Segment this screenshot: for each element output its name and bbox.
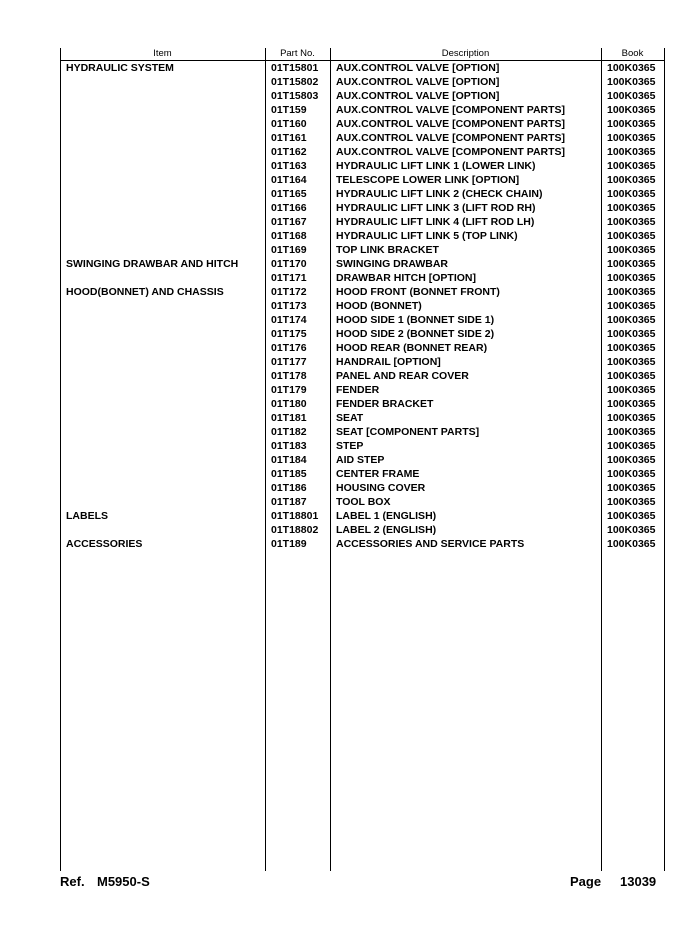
part-no-cell: 01T161 [271, 132, 307, 144]
part-no-cell: 01T18801 [271, 510, 319, 522]
book-cell: 100K0365 [607, 440, 656, 452]
part-no-cell: 01T175 [271, 328, 307, 340]
table-row [60, 215, 664, 229]
table-row [60, 509, 664, 523]
table-row [60, 537, 664, 551]
header-item: Item [153, 48, 172, 59]
description-cell: SWINGING DRAWBAR [336, 258, 448, 270]
description-cell: STEP [336, 440, 364, 452]
footer-page-label: Page [570, 874, 602, 889]
part-no-cell: 01T173 [271, 300, 307, 312]
book-cell: 100K0365 [607, 328, 656, 340]
part-no-cell: 01T169 [271, 244, 307, 256]
book-cell: 100K0365 [607, 258, 656, 270]
table-row [60, 229, 664, 243]
book-cell: 100K0365 [607, 118, 656, 130]
part-no-cell: 01T185 [271, 468, 307, 480]
item-cell [60, 117, 265, 131]
book-cell: 100K0365 [607, 468, 656, 480]
book-cell: 100K0365 [607, 482, 656, 494]
book-cell: 100K0365 [607, 412, 656, 424]
table-row [60, 271, 664, 285]
part-no-cell: 01T182 [271, 426, 307, 438]
description-cell: AUX.CONTROL VALVE [OPTION] [336, 90, 500, 102]
description-cell: HYDRAULIC LIFT LINK 1 (LOWER LINK) [336, 160, 536, 172]
table-row [60, 467, 664, 481]
description-cell: PANEL AND REAR COVER [336, 370, 469, 382]
book-cell: 100K0365 [607, 356, 656, 368]
description-cell: HOOD FRONT (BONNET FRONT) [336, 286, 500, 298]
part-no-cell: 01T183 [271, 440, 307, 452]
description-cell: LABEL 1 (ENGLISH) [336, 510, 437, 522]
table-row [60, 285, 664, 299]
part-no-cell: 01T179 [271, 384, 307, 396]
table-row [60, 369, 664, 383]
description-cell: HOOD (BONNET) [336, 300, 422, 312]
book-cell: 100K0365 [607, 146, 656, 158]
book-cell: 100K0365 [607, 496, 656, 508]
item-cell [60, 341, 265, 355]
table-row [60, 89, 664, 103]
table-row [60, 61, 664, 75]
description-cell: HANDRAIL [OPTION] [336, 356, 441, 368]
book-cell: 100K0365 [607, 104, 656, 116]
book-cell: 100K0365 [607, 62, 656, 74]
description-cell: HYDRAULIC LIFT LINK 4 (LIFT ROD LH) [336, 216, 535, 228]
book-cell: 100K0365 [607, 132, 656, 144]
part-no-cell: 01T162 [271, 146, 307, 158]
description-cell: SEAT [336, 412, 364, 424]
description-cell: AID STEP [336, 454, 385, 466]
item-cell: LABELS [66, 510, 108, 522]
footer-page-value: 13039 [620, 874, 657, 889]
book-cell: 100K0365 [607, 272, 656, 284]
table-row [60, 159, 664, 173]
item-cell [60, 355, 265, 369]
part-no-cell: 01T166 [271, 202, 307, 214]
item-cell [60, 271, 265, 285]
table-row [60, 341, 664, 355]
description-cell: TELESCOPE LOWER LINK [OPTION] [336, 174, 520, 186]
item-cell [60, 243, 265, 257]
book-cell: 100K0365 [607, 370, 656, 382]
footer-ref-value: M5950-S [97, 874, 150, 889]
table-row [60, 299, 664, 313]
part-no-cell: 01T177 [271, 356, 307, 368]
description-cell: FENDER BRACKET [336, 398, 434, 410]
item-cell [60, 187, 265, 201]
part-no-cell: 01T15803 [271, 90, 319, 102]
header-description: Description [441, 48, 490, 59]
item-cell [60, 159, 265, 173]
item-cell [60, 439, 265, 453]
description-cell: FENDER [336, 384, 380, 396]
description-cell: AUX.CONTROL VALVE [COMPONENT PARTS] [336, 104, 566, 116]
part-no-cell: 01T172 [271, 286, 307, 298]
part-no-cell: 01T168 [271, 230, 307, 242]
book-cell: 100K0365 [607, 398, 656, 410]
item-cell [60, 411, 265, 425]
part-no-cell: 01T170 [271, 258, 307, 270]
book-cell: 100K0365 [607, 524, 656, 536]
book-cell: 100K0365 [607, 188, 656, 200]
item-cell [60, 453, 265, 467]
book-cell: 100K0365 [607, 300, 656, 312]
part-no-cell: 01T163 [271, 160, 307, 172]
table-row [60, 355, 664, 369]
table-row [60, 117, 664, 131]
book-cell: 100K0365 [607, 342, 656, 354]
description-cell: AUX.CONTROL VALVE [OPTION] [336, 62, 500, 74]
book-cell: 100K0365 [607, 230, 656, 242]
part-no-cell: 01T18802 [271, 524, 319, 536]
item-cell [60, 173, 265, 187]
part-no-cell: 01T174 [271, 314, 307, 326]
part-no-cell: 01T167 [271, 216, 307, 228]
table-row [60, 453, 664, 467]
description-cell: HOUSING COVER [336, 482, 426, 494]
table-row [60, 103, 664, 117]
part-no-cell: 01T186 [271, 482, 307, 494]
table-row [60, 243, 664, 257]
part-no-cell: 01T165 [271, 188, 307, 200]
description-cell: TOP LINK BRACKET [336, 244, 439, 256]
table-row [60, 495, 664, 509]
item-cell [60, 215, 265, 229]
table-row [60, 397, 664, 411]
header-book: Book [621, 48, 644, 59]
table-row [60, 481, 664, 495]
book-cell: 100K0365 [607, 76, 656, 88]
table-row [60, 327, 664, 341]
table-row [60, 145, 664, 159]
table-row [60, 425, 664, 439]
item-cell [60, 369, 265, 383]
item-cell [60, 383, 265, 397]
description-cell: HYDRAULIC LIFT LINK 3 (LIFT ROD RH) [336, 202, 536, 214]
item-cell: ACCESSORIES [66, 538, 143, 550]
item-cell [60, 299, 265, 313]
description-cell: HYDRAULIC LIFT LINK 5 (TOP LINK) [336, 230, 518, 242]
book-cell: 100K0365 [607, 538, 656, 550]
description-cell: AUX.CONTROL VALVE [COMPONENT PARTS] [336, 118, 566, 130]
part-no-cell: 01T159 [271, 104, 307, 116]
part-no-cell: 01T171 [271, 272, 307, 284]
item-cell [60, 327, 265, 341]
book-cell: 100K0365 [607, 314, 656, 326]
table-row [60, 523, 664, 537]
description-cell: AUX.CONTROL VALVE [OPTION] [336, 76, 500, 88]
description-cell: HOOD REAR (BONNET REAR) [336, 342, 488, 354]
header-part-no: Part No. [280, 48, 315, 59]
item-cell [60, 103, 265, 117]
description-cell: CENTER FRAME [336, 468, 420, 480]
footer-ref-label: Ref. [60, 874, 85, 889]
description-cell: ACCESSORIES AND SERVICE PARTS [336, 538, 525, 550]
column-divider-right [664, 48, 665, 871]
item-cell [60, 481, 265, 495]
book-cell: 100K0365 [607, 384, 656, 396]
item-cell [60, 467, 265, 481]
item-cell [60, 201, 265, 215]
description-cell: HOOD SIDE 2 (BONNET SIDE 2) [336, 328, 495, 340]
item-cell: HOOD(BONNET) AND CHASSIS [66, 286, 224, 298]
item-cell [60, 75, 265, 89]
item-cell [60, 397, 265, 411]
book-cell: 100K0365 [607, 510, 656, 522]
item-cell [60, 145, 265, 159]
item-cell [60, 229, 265, 243]
book-cell: 100K0365 [607, 216, 656, 228]
item-cell [60, 495, 265, 509]
part-no-cell: 01T160 [271, 118, 307, 130]
table-row [60, 75, 664, 89]
part-no-cell: 01T180 [271, 398, 307, 410]
part-no-cell: 01T184 [271, 454, 307, 466]
table-row [60, 173, 664, 187]
part-no-cell: 01T176 [271, 342, 307, 354]
description-cell: DRAWBAR HITCH [OPTION] [336, 272, 476, 284]
part-no-cell: 01T189 [271, 538, 307, 550]
item-cell [60, 89, 265, 103]
description-cell: LABEL 2 (ENGLISH) [336, 524, 437, 536]
part-no-cell: 01T181 [271, 412, 307, 424]
table-row [60, 411, 664, 425]
book-cell: 100K0365 [607, 426, 656, 438]
description-cell: TOOL BOX [336, 496, 391, 508]
book-cell: 100K0365 [607, 160, 656, 172]
table-row [60, 313, 664, 327]
item-cell [60, 425, 265, 439]
part-no-cell: 01T164 [271, 174, 307, 186]
table-row [60, 131, 664, 145]
description-cell: AUX.CONTROL VALVE [COMPONENT PARTS] [336, 132, 566, 144]
table-row [60, 439, 664, 453]
description-cell: HOOD SIDE 1 (BONNET SIDE 1) [336, 314, 495, 326]
item-cell: SWINGING DRAWBAR AND HITCH [66, 258, 239, 270]
book-cell: 100K0365 [607, 202, 656, 214]
part-no-cell: 01T187 [271, 496, 307, 508]
description-cell: SEAT [COMPONENT PARTS] [336, 426, 480, 438]
book-cell: 100K0365 [607, 174, 656, 186]
item-cell: HYDRAULIC SYSTEM [66, 62, 174, 74]
table-row [60, 201, 664, 215]
table-row [60, 187, 664, 201]
item-cell [60, 131, 265, 145]
part-no-cell: 01T178 [271, 370, 307, 382]
table-row [60, 383, 664, 397]
description-cell: AUX.CONTROL VALVE [COMPONENT PARTS] [336, 146, 566, 158]
book-cell: 100K0365 [607, 454, 656, 466]
item-cell [60, 523, 265, 537]
description-cell: HYDRAULIC LIFT LINK 2 (CHECK CHAIN) [336, 188, 543, 200]
book-cell: 100K0365 [607, 244, 656, 256]
book-cell: 100K0365 [607, 286, 656, 298]
part-no-cell: 01T15802 [271, 76, 319, 88]
book-cell: 100K0365 [607, 90, 656, 102]
part-no-cell: 01T15801 [271, 62, 319, 74]
item-cell [60, 313, 265, 327]
table-row [60, 257, 664, 271]
parts-table-body [60, 61, 664, 551]
